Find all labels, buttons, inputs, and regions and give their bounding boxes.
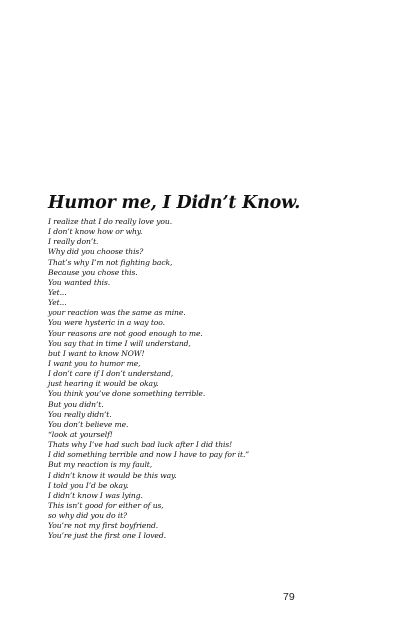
poem-line: I don’t know how or why. <box>48 227 143 237</box>
poem-title: Humor me, I Didn’t Know. <box>48 193 301 213</box>
poem-line: I realize that I do really love you. <box>48 217 173 226</box>
poem-line: I don’t care if I don’t understand, <box>48 369 174 379</box>
poem-line: I want you to humor me, <box>48 358 141 368</box>
poem-line: I didn’t know I was lying. <box>48 490 143 500</box>
poem-line: Why did you choose this? <box>48 247 144 257</box>
poem-line: Yet... <box>48 287 67 297</box>
poem-line: You’re not my first boyfriend. <box>48 521 159 531</box>
poem-line: You wanted this. <box>48 277 111 287</box>
poem-line: Yet... <box>48 298 67 308</box>
poem-line: You’re just the first one I loved. <box>48 531 166 541</box>
poem-line: Your reasons are not good enough to me. <box>48 328 203 338</box>
poem-line: Thats why I’ve had such bad luck after I did this! <box>48 440 233 450</box>
poem-line: so why did you do it? <box>48 511 128 521</box>
poem-line: You were hysteric in a way too. <box>48 318 165 328</box>
poem <box>48 192 378 542</box>
poem-line: This isn’t good for either of us, <box>48 500 164 510</box>
poem-line: You think you’ve done something terrible. <box>48 389 206 399</box>
poem-line: “look at yourself! <box>48 429 113 439</box>
poem-line: But my reaction is my fault, <box>48 460 153 470</box>
poem-line: I did something terrible and now I have to pay for it.” <box>48 450 250 460</box>
poem-line: I really don’t. <box>48 237 99 247</box>
poem-lines <box>48 217 378 542</box>
poem-line: But you didn’t. <box>48 399 104 409</box>
poem-line: You don’t believe me. <box>48 419 129 429</box>
poem-line: You say that in time I will understand, <box>48 338 191 348</box>
poem-line: That’s why I’m not fighting back, <box>48 257 173 267</box>
poem-line: your reaction was the same as mine. <box>48 308 186 318</box>
poem-line: Because you chose this. <box>48 267 138 277</box>
poem-line: I didn’t know it would be this way. <box>48 470 177 480</box>
poem-line: but I want to know NOW! <box>48 348 145 358</box>
poem-line: I told you I’d be okay. <box>48 480 129 490</box>
poem-line: You really didn’t. <box>48 409 112 419</box>
poem-line: just hearing it would be okay. <box>48 379 159 389</box>
page-number: 79 <box>283 591 295 603</box>
